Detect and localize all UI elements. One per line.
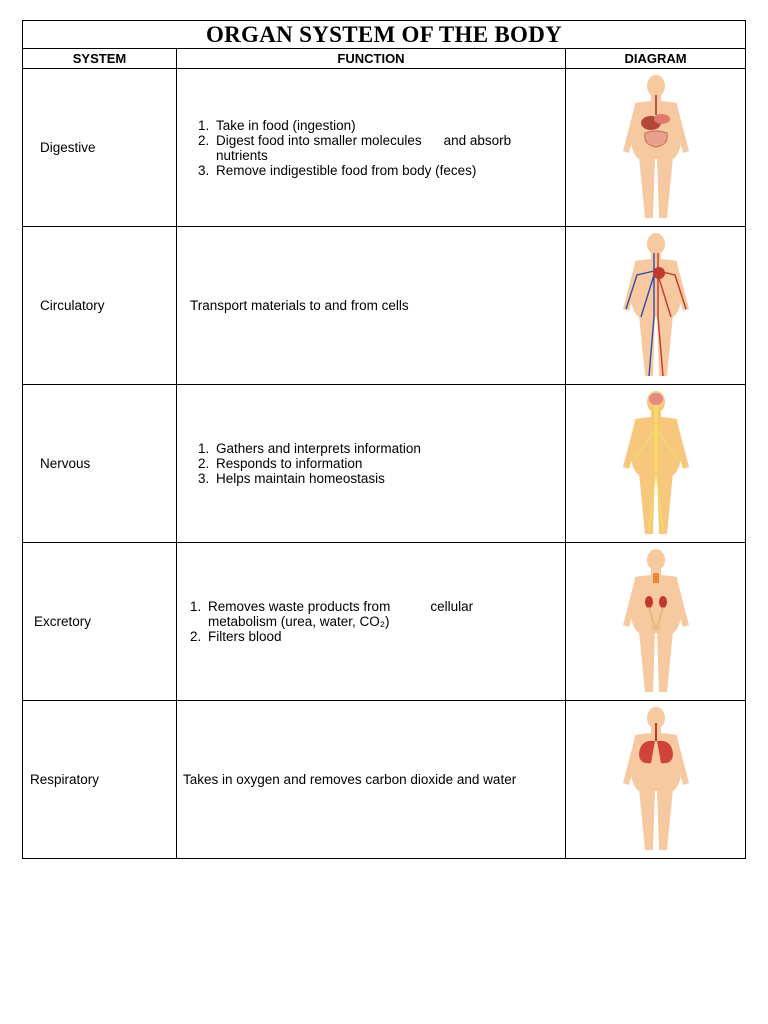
- table-row: [23, 701, 746, 859]
- diagram-cell: [566, 701, 746, 859]
- function-text: Takes in oxygen and removes carbon dioxide and water: [183, 772, 517, 787]
- system-name: Respiratory: [23, 701, 177, 859]
- list-item: 1. Gathers and interprets information: [213, 441, 565, 456]
- list-item: 3. Helps maintain homeostasis: [213, 471, 565, 486]
- table-row: [23, 543, 746, 701]
- digestive-system-figure-icon: [611, 73, 701, 223]
- list-item: 2. Responds to information: [213, 456, 565, 471]
- diagram-cell: [566, 69, 746, 227]
- system-name: Excretory: [23, 543, 177, 701]
- table-row: [23, 69, 746, 227]
- organ-system-sheet: [22, 20, 745, 859]
- function-list: [177, 599, 565, 644]
- list-item: 3. Remove indigestible food from body (feces): [213, 163, 565, 178]
- table-title: ORGAN SYSTEM OF THE BODY: [23, 21, 746, 49]
- excretory-system-figure-icon: [611, 547, 701, 697]
- function-cell: [177, 227, 566, 385]
- function-list: [177, 441, 565, 486]
- header-row: [23, 49, 746, 69]
- system-name: Nervous: [23, 385, 177, 543]
- system-name: Digestive: [23, 69, 177, 227]
- diagram-cell: [566, 543, 746, 701]
- header-system: SYSTEM: [23, 49, 177, 69]
- diagram-cell: [566, 385, 746, 543]
- function-cell: [177, 543, 566, 701]
- circulatory-system-figure-icon: [611, 231, 701, 381]
- table-row: [23, 385, 746, 543]
- header-diagram: DIAGRAM: [566, 49, 746, 69]
- list-item: 2. Filters blood: [205, 629, 565, 644]
- list-item: 2. Digest food into smaller molecules and absorb nutrients: [213, 133, 565, 163]
- function-cell: [177, 701, 566, 859]
- system-name: Circulatory: [23, 227, 177, 385]
- function-cell: [177, 69, 566, 227]
- diagram-cell: [566, 227, 746, 385]
- organ-system-table: [22, 20, 746, 859]
- table-row: [23, 227, 746, 385]
- respiratory-system-figure-icon: [611, 705, 701, 855]
- function-cell: [177, 385, 566, 543]
- list-item: 1. Removes waste products from cellular metabolism (urea, water, CO₂): [205, 599, 565, 629]
- nervous-system-figure-icon: [611, 389, 701, 539]
- header-function: FUNCTION: [177, 49, 566, 69]
- function-text: Transport materials to and from cells: [190, 298, 409, 313]
- list-item: 1. Take in food (ingestion): [213, 118, 565, 133]
- function-list: [177, 118, 565, 178]
